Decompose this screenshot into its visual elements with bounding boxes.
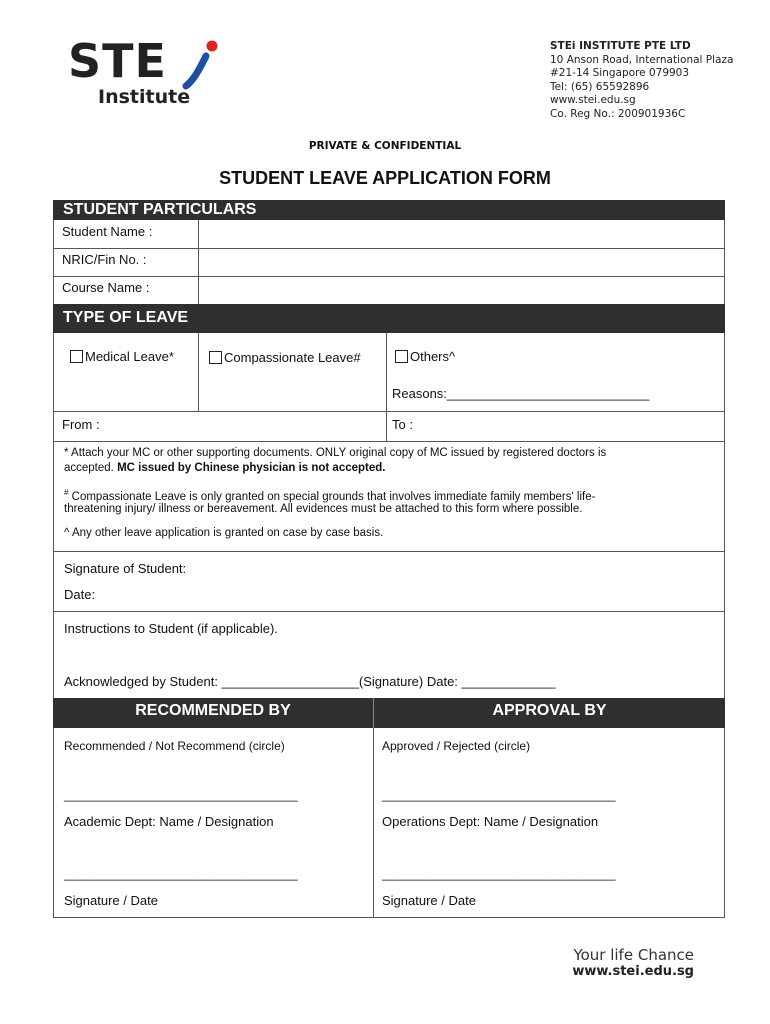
medical-leave-option[interactable] [70,349,174,364]
recommended-header: RECOMMENDED BY [135,702,291,719]
student-signature-label: Signature of Student: [64,561,187,576]
compassionate-leave-option[interactable] [209,350,361,365]
note-compassionate-line1 [64,488,595,503]
compassionate-leave-checkbox[interactable] [209,351,222,364]
address-line2: #21-14 Singapore 079903 [550,67,690,79]
others-leave-option[interactable] [395,349,455,364]
operations-dept-label: Operations Dept: Name / Designation [382,814,599,829]
note-mc-line2 [64,462,386,474]
acknowledged-line[interactable]: Acknowledged by Student: ___________________(Signature) Date: _____________ [64,674,556,689]
footer-tagline: Your life Chance [573,946,694,964]
recommend-choice[interactable]: Recommended / Not Recommend (circle) [64,739,285,753]
student-date-label: Date: [64,587,96,602]
form-title: STUDENT LEAVE APPLICATION FORM [219,168,551,188]
note-compassionate-line2: threatening injury/ illness or bereavement. All evidences must be attached to this form where possible. [64,503,583,515]
recommend-sig-label: Signature / Date [64,893,158,908]
logo [68,36,228,116]
recommend-name-line[interactable]: ___________________________________ [64,788,298,802]
course-name-field[interactable] [200,277,724,303]
address-tel: Tel: (65) 65592896 [550,80,650,93]
address-line1: 10 Anson Road, International Plaza [550,53,734,66]
approval-header: APPROVAL BY [492,702,607,719]
instructions-label: Instructions to Student (if applicable). [64,621,278,636]
approval-sig-label: Signature / Date [382,893,476,908]
note-mc-line1: * Attach your MC or other supporting documents. ONLY original copy of MC issued by registered doctors is [64,447,607,459]
compassionate-leave-label: Compassionate Leave# [224,350,361,365]
logo-brand: STE [68,34,167,88]
note-mc-chinese: MC issued by Chinese physician is not accepted. [117,462,386,474]
logo-i-mark [180,40,230,92]
others-leave-checkbox[interactable] [395,350,408,363]
approval-choice[interactable]: Approved / Rejected (circle) [382,739,531,753]
address-reg: Co. Reg No.: 200901936C [550,107,686,120]
company-name: STEi INSTITUTE PTE LTD [550,40,691,52]
company-address [550,40,733,121]
address-web: www.stei.edu.sg [550,94,636,106]
approval-name-line[interactable]: ___________________________________ [382,788,616,802]
leave-header: TYPE OF LEAVE [53,304,725,333]
medical-leave-label: Medical Leave* [85,349,174,364]
note-hash-mark: # [64,488,69,497]
medical-leave-checkbox[interactable] [70,350,83,363]
approval-sig-line[interactable]: ___________________________________ [382,867,616,881]
reasons-field[interactable]: Reasons:____________________________ [392,386,650,401]
to-label: To : [392,417,413,432]
student-name-label: Student Name : [62,224,153,239]
course-name-label: Course Name : [62,280,150,295]
particulars-header: STUDENT PARTICULARS [53,200,725,220]
nric-field[interactable] [200,249,724,275]
logo-sub: Institute [98,86,191,108]
from-label: From : [62,417,100,432]
academic-dept-label: Academic Dept: Name / Designation [64,814,274,829]
others-leave-label: Others^ [410,349,456,364]
student-name-field[interactable] [200,221,724,247]
note-mc-accepted: accepted. [64,462,114,474]
footer-url[interactable]: www.stei.edu.sg [572,964,694,979]
note-compassionate-text: Compassionate Leave is only granted on special grounds that involves immediate family members' life- [68,490,596,503]
confidential-label: PRIVATE & CONFIDENTIAL [308,140,462,152]
note-others: ^ Any other leave application is granted on case by case basis. [64,527,384,539]
recommend-sig-line[interactable]: ___________________________________ [64,867,298,881]
nric-label: NRIC/Fin No. : [62,252,147,267]
